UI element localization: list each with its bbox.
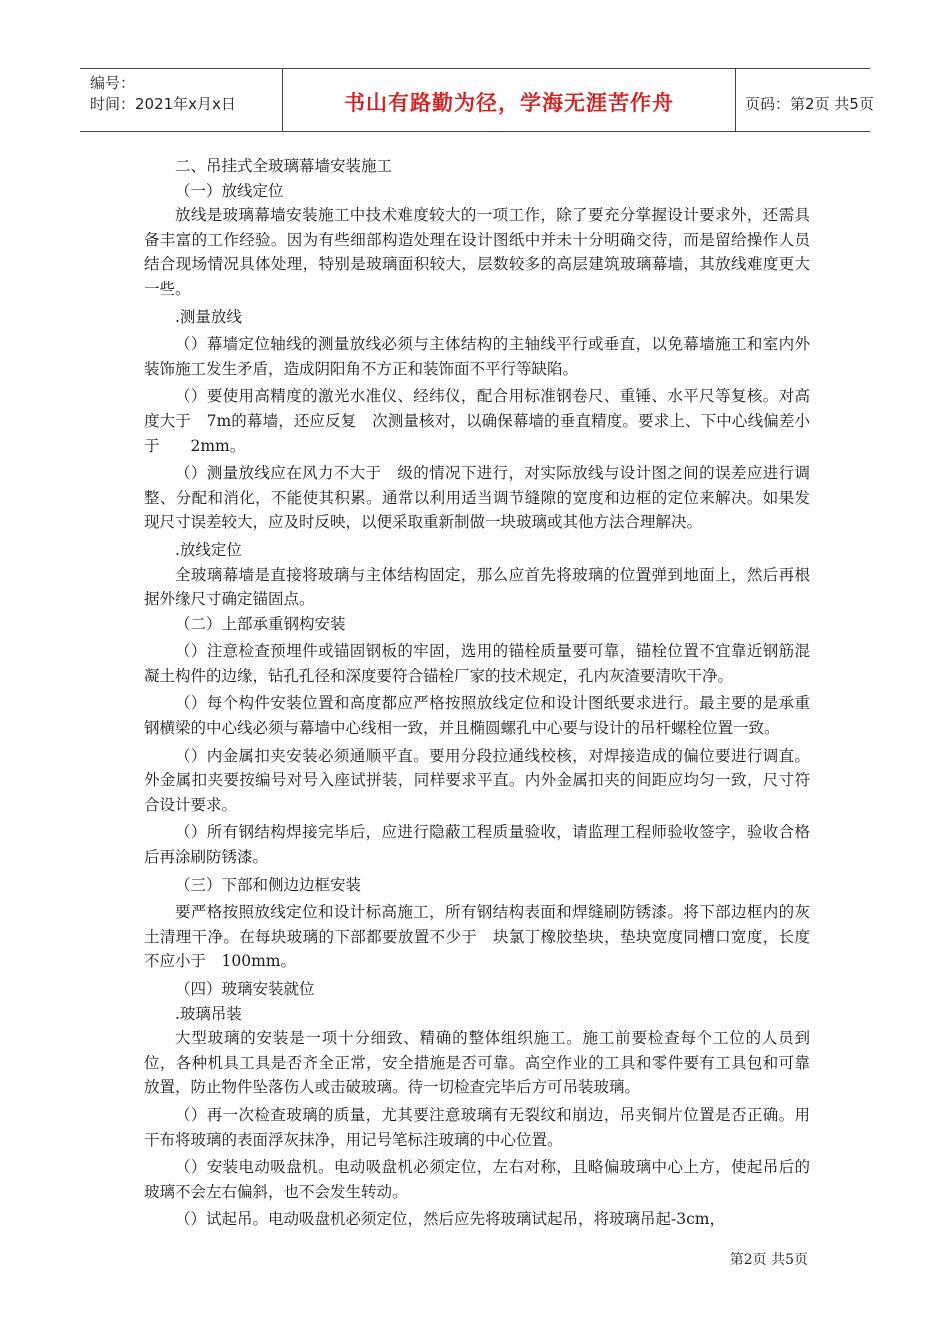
subsection-heading: （二）上部承重钢构安装 [175,614,346,633]
document-number-label: 编号： [90,74,136,92]
item-heading: .测量放线 [175,307,242,326]
paragraph: （）要使用高精度的激光水准仪、经纬仪，配合用标准钢卷尺、重锤、水平尺等复核。对高度大于 7m的幕墙，还应反复 次测量核对，以确保幕墙的垂直精度。要求上、下中心线偏差小于 2mm。 [144,387,810,455]
header-page-number: 页码：第2页 共5页 [745,95,874,113]
item-heading: .放线定位 [175,540,242,559]
paragraph: 全玻璃幕墙是直接将玻璃与主体结构固定，那么应首先将玻璃的位置弹到地面上，然后再根据外缘尺寸确定锚固点。 [144,565,810,609]
page-header [80,68,874,132]
document-time-label: 时间：2021年x月x日 [90,95,236,113]
paragraph: （）内金属扣夹安装必须通顺平直。要用分段拉通线校核，对焊接造成的偏位要进行调直。外金属扣夹要按编号对号入座试拼装，同样要求平直。内外金属扣夹的间距应均匀一致，尺寸符合设计要求。 [144,746,810,814]
paragraph: （）试起吊。电动吸盘机必须定位，然后应先将玻璃试起吊，将玻璃吊起-3cm， [175,1210,725,1229]
header-motto: 书山有路勤为径，学海无涯苦作舟 [344,91,674,115]
header-page-cell [735,69,874,131]
paragraph: 要严格按照放线定位和设计标高施工，所有钢结构表面和焊缝刷防锈漆。将下部边框内的灰土清理干净。在每块玻璃的下部都要放置不少于 块氯丁橡胶垫块，垫块宽度同槽口宽度，长度不应小于 100mm。 [144,903,810,971]
paragraph: （）注意检查预埋件或锚固钢板的牢固，选用的锚栓质量要可靠，锚栓位置不宜靠近钢筋混凝土构件的边缘，钻孔孔径和深度要符合锚栓厂家的技术规定，孔内灰渣要清吹干净。 [144,642,810,685]
paragraph: （）再一次检查玻璃的质量，尤其要注意玻璃有无裂纹和崩边，吊夹铜片位置是否正确。用干布将玻璃的表面浮灰抹净，用记号笔标注玻璃的中心位置。 [144,1105,810,1149]
subsection-heading: （一）放线定位 [175,181,284,200]
paragraph: （）所有钢结构焊接完毕后，应进行隐蔽工程质量验收，请监理工程师验收签字，验收合格后再涂刷防锈漆。 [144,823,810,867]
subsection-heading: （四）玻璃安装就位 [175,980,315,998]
footer-page-number: 第2页 共5页 [729,1252,808,1268]
paragraph: （）测量放线应在风力不大于 级的情况下进行，对实际放线与设计图之间的误差应进行调整、分配和消化，不能使其积累。通常以利用适当调节缝隙的宽度和边框的定位来解决。如果发现尺寸误差较大，应及时反映，以便采取重新制做一块玻璃或其他方法合理解决。 [144,464,810,532]
item-heading: .玻璃吊装 [175,1004,242,1023]
paragraph: 大型玻璃的安装是一项十分细致、精确的整体组织施工。施工前要检查每个工位的人员到位，各种机具工具是否齐全正常，安全措施是否可靠。高空作业的工具和零件要有工具包和可靠放置，防止物件坠落伤人或击破玻璃。待一切检查完毕后方可吊装玻璃。 [144,1029,810,1097]
document-body [144,154,810,1232]
paragraph: 放线是玻璃幕墙安装施工中技术难度较大的一项工作，除了要充分掌握设计要求外，还需具备丰富的工作经验。因为有些细部构造处理在设计图纸中并未十分明确交待，而是留给操作人员结合现场情况具体处理，特别是玻璃面积较大，层数较多的高层建筑玻璃幕墙，其放线难度更大一些。 [144,206,810,298]
paragraph: （）每个构件安装位置和高度都应严格按照放线定位和设计图纸要求进行。最主要的是承重钢横梁的中心线必须与幕墙中心线相一致，并且椭圆螺孔中心要与设计的吊杆螺栓位置一致。 [144,694,810,738]
subsection-heading: （三）下部和侧边边框安装 [175,875,362,894]
section-heading: 二、吊挂式全玻璃幕墙安装施工 [175,157,393,175]
paragraph: （）安装电动吸盘机。电动吸盘机必须定位，左右对称，且略偏玻璃中心上方，使起吊后的玻璃不会左右偏斜，也不会发生转动。 [144,1158,810,1201]
header-meta-cell [80,69,282,131]
header-motto-cell [282,69,736,131]
paragraph: （）幕墙定位轴线的测量放线必须与主体结构的主轴线平行或垂直，以免幕墙施工和室内外装饰施工发生矛盾，造成阴阳角不方正和装饰面不平行等缺陷。 [144,335,810,378]
